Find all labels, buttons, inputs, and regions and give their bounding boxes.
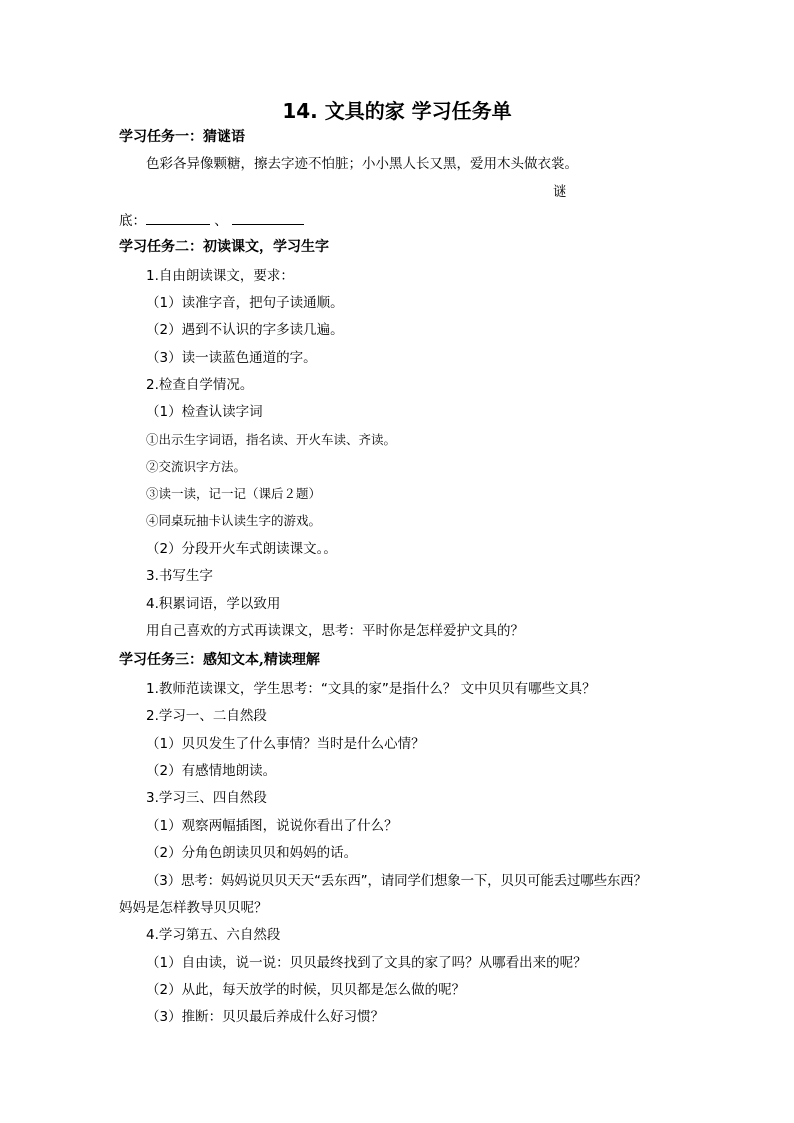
- task2-line: ④同桌玩抽卡认读生字的游戏。: [146, 513, 322, 528]
- task3-line: （1）自由读，说一说：贝贝最终找到了文具的家了吗？从哪看出来的呢？: [146, 955, 587, 971]
- task2-line: （2）遇到不认识的字多读几遍。: [146, 322, 344, 338]
- task1-heading: 学习任务一：猜谜语: [119, 129, 245, 145]
- task3-line: （1）观察两幅插图，说说你看出了什么？: [146, 818, 398, 834]
- task3-line: （1）贝贝发生了什么事情？当时是什么心情？: [146, 736, 425, 752]
- task3-heading: 学习任务三：感知文本,精读理解: [119, 652, 320, 668]
- task3-line: 2.学习一、二自然段: [146, 708, 267, 724]
- answer-line: [119, 210, 304, 230]
- answer-prefix-bottom: 底：: [119, 213, 146, 229]
- answer-prefix-top: 谜: [553, 184, 567, 200]
- page-title: 14. 文具的家 学习任务单: [282, 99, 512, 123]
- task2-line: ①出示生字词语，指名读、开火车读、齐读。: [146, 432, 397, 447]
- task3-line: 4.学习第五、六自然段: [146, 927, 281, 943]
- task3-line: （2）有感情地朗读。: [146, 763, 277, 779]
- answer-blank-1[interactable]: [146, 210, 210, 225]
- task3-line: （3）推断：贝贝最后养成什么好习惯？: [146, 1009, 385, 1025]
- task2-line: 3.书写生字: [146, 568, 213, 584]
- task3-line: 1.教师范读课文，学生思考：“文具的家”是指什么？ 文中贝贝有哪些文具？: [146, 681, 596, 697]
- task2-line: （2）分段开火车式朗读课文。。: [146, 541, 337, 557]
- task3-line: 3.学习三、四自然段: [146, 790, 267, 806]
- task2-line: 2.检查自学情况。: [146, 377, 254, 393]
- task2-line: （1）检查认读字词: [146, 404, 263, 420]
- task2-line: （3）读一读蓝色通道的字。: [146, 350, 317, 366]
- task2-heading: 学习任务二：初读课文，学习生字: [119, 239, 329, 255]
- task3-line: （2）分角色朗读贝贝和妈妈的话。: [146, 845, 358, 861]
- answer-separator: 、: [214, 213, 228, 229]
- task3-line: （3）思考：妈妈说贝贝天天“丢东西”，请同学们想象一下，贝贝可能丢过哪些东西？: [146, 873, 647, 889]
- task2-line: ③读一读，记一记（课后２题）: [146, 486, 322, 501]
- task2-line: （1）读准字音，把句子读通顺。: [146, 295, 344, 311]
- task2-line: 用自己喜欢的方式再读课文，思考：平时你是怎样爱护文具的？: [146, 623, 524, 639]
- task3-line: 妈妈是怎样教导贝贝呢？: [119, 900, 268, 916]
- task2-line: 4.积累词语，学以致用: [146, 596, 281, 612]
- task3-line: （2）从此，每天放学的时候，贝贝都是怎么做的呢？: [146, 982, 466, 998]
- riddle-text: 色彩各异像颗糖，擦去字迹不怕脏；小小黑人长又黑，爱用木头做衣裳。: [146, 156, 578, 172]
- task2-line: ②交流识字方法。: [146, 459, 247, 474]
- task2-line: 1.自由朗读课文，要求：: [146, 268, 294, 284]
- answer-blank-2[interactable]: [232, 210, 304, 225]
